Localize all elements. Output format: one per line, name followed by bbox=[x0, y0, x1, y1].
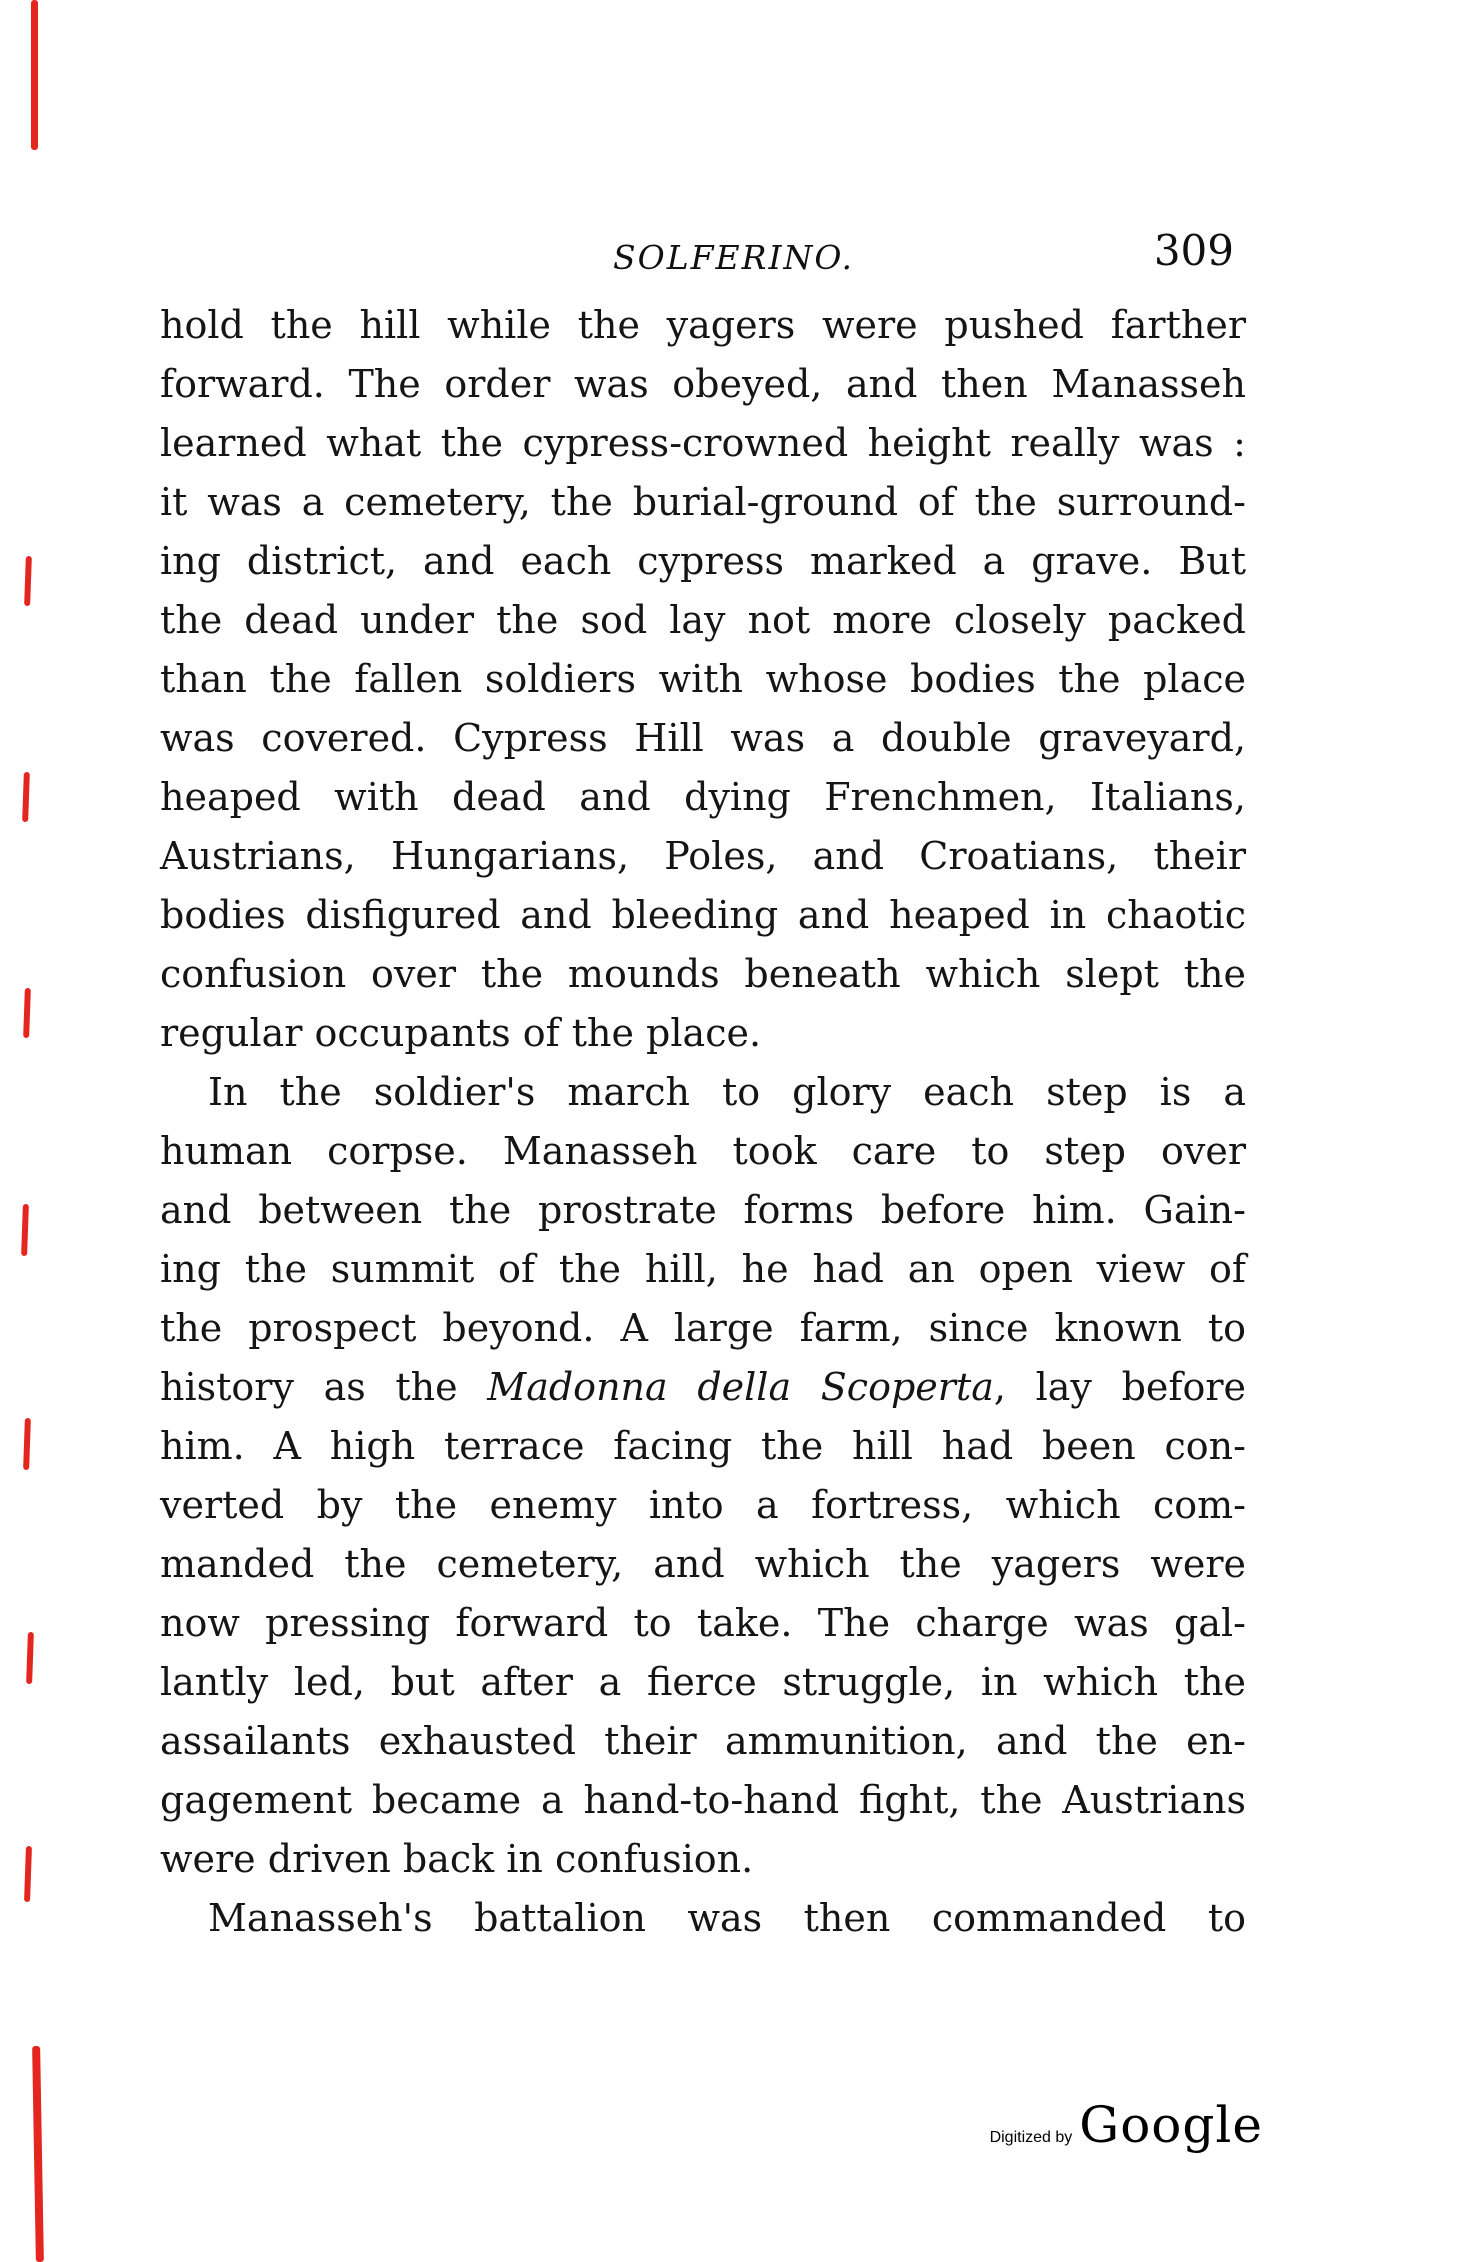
red-scan-mark bbox=[21, 1204, 29, 1256]
text-line: him. A high terrace facing the hill had been con- bbox=[160, 1424, 1246, 1468]
text-line: lantly led, but after a fierce struggle, in which the bbox=[160, 1660, 1246, 1704]
red-scan-mark bbox=[24, 556, 32, 606]
red-scan-mark bbox=[23, 988, 31, 1038]
red-scan-mark bbox=[32, 2046, 44, 2262]
text-line: Manasseh's battalion was then commanded to bbox=[208, 1896, 1246, 1940]
text-line: gagement became a hand-to-hand fight, the Austrians bbox=[160, 1778, 1246, 1822]
page-number: 309 bbox=[1153, 226, 1234, 275]
text-line: than the fallen soldiers with whose bodies the place bbox=[160, 657, 1246, 701]
text-line: forward. The order was obeyed, and then Manasseh bbox=[160, 362, 1246, 406]
red-scan-mark bbox=[31, 0, 38, 150]
text-line: now pressing forward to take. The charge was gal- bbox=[160, 1601, 1246, 1645]
text-line: hold the hill while the yagers were pushed farther bbox=[160, 303, 1246, 347]
red-scan-mark bbox=[22, 772, 30, 822]
text-line: and between the prostrate forms before him. Gain- bbox=[160, 1188, 1246, 1232]
text-line: bodies disfigured and bleeding and heaped in chaotic bbox=[160, 893, 1246, 937]
text-line: confusion over the mounds beneath which slept the bbox=[160, 952, 1246, 996]
text-line: were driven back in confusion. bbox=[160, 1837, 754, 1881]
running-header-title: SOLFERINO. bbox=[613, 238, 854, 277]
text-line: ing the summit of the hill, he had an open view of bbox=[160, 1247, 1246, 1291]
text-line: assailants exhausted their ammunition, and the en- bbox=[160, 1719, 1246, 1763]
text-line: regular occupants of the place. bbox=[160, 1011, 762, 1055]
text-line: verted by the enemy into a fortress, which com- bbox=[160, 1483, 1246, 1527]
red-scan-mark bbox=[23, 1418, 31, 1470]
text-line: manded the cemetery, and which the yagers were bbox=[160, 1542, 1246, 1586]
text-line: the prospect beyond. A large farm, since known to bbox=[160, 1306, 1246, 1350]
text-line: history as the Madonna della Scoperta, lay before bbox=[160, 1365, 1246, 1409]
body-text bbox=[160, 296, 1246, 1948]
digitized-by-footer bbox=[990, 2096, 1263, 2154]
google-logo: Google bbox=[1079, 2096, 1263, 2154]
text-line: ing district, and each cypress marked a grave. But bbox=[160, 539, 1246, 583]
text-line: the dead under the sod lay not more closely packed bbox=[160, 598, 1246, 642]
text-line: heaped with dead and dying Frenchmen, Italians, bbox=[160, 775, 1246, 819]
text-line: In the soldier's march to glory each step is a bbox=[208, 1070, 1246, 1114]
text-line: it was a cemetery, the burial-ground of the surround- bbox=[160, 480, 1246, 524]
text-line: was covered. Cypress Hill was a double graveyard, bbox=[160, 716, 1246, 760]
red-scan-mark bbox=[26, 1632, 34, 1684]
digitized-by-label: Digitized by bbox=[989, 2129, 1073, 2146]
red-scan-mark bbox=[24, 1846, 32, 1902]
text-line: human corpse. Manasseh took care to step over bbox=[160, 1129, 1246, 1173]
text-line: learned what the cypress-crowned height really was : bbox=[160, 421, 1246, 465]
text-line: Austrians, Hungarians, Poles, and Croatians, their bbox=[160, 834, 1246, 878]
